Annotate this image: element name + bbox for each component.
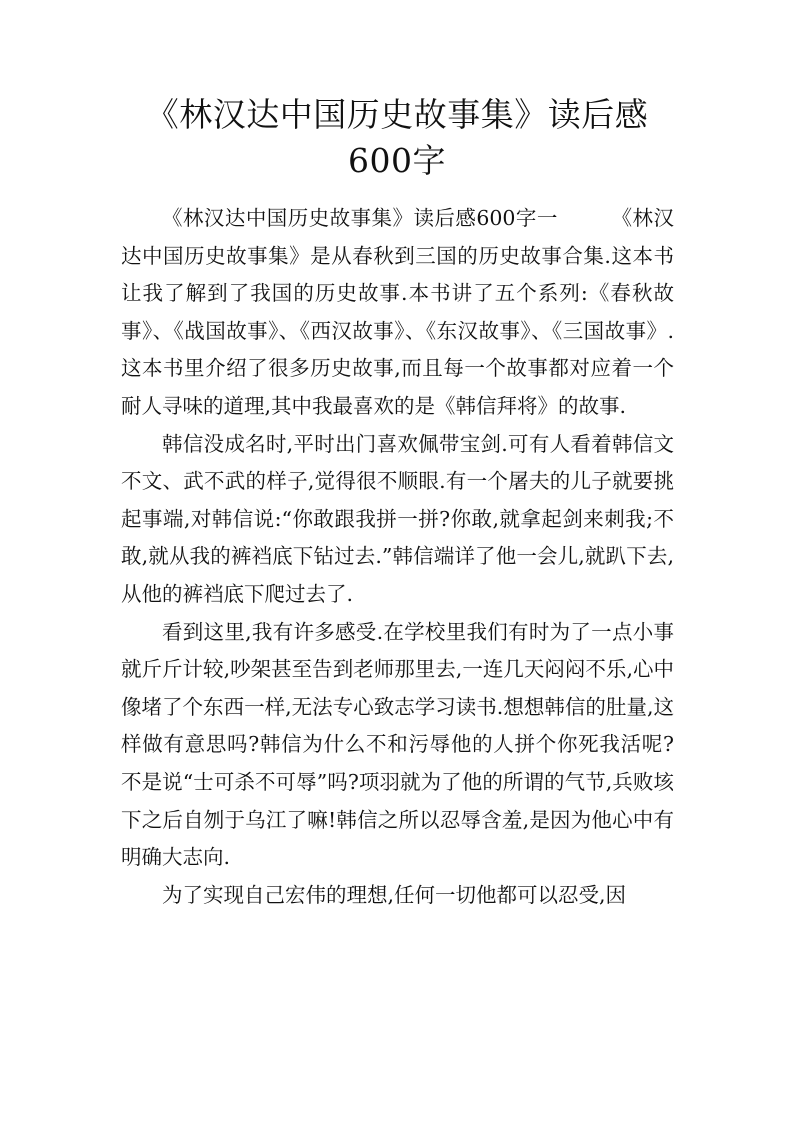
document-title: 《林汉达中国历史故事集》读后感600字 (145, 95, 649, 180)
paragraph-1-text: 《林汉达中国历史故事集》是从春秋到三国的历史故事合集.这本书让我了解到了我国的历史故事.本书讲了五个系列:《春秋故事》、《战国故事》、《西汉故事》、《东汉故事》、《三国故事》.这本书里介绍了很多历史故事,而且每一个故事都对应着一个耐人寻味的道理,其中我最喜欢的是《韩信拜将》的故事. (121, 206, 674, 418)
paragraph-3: 看到这里,我有许多感受.在学校里我们有时为了一点小事就斤斤计较,吵架甚至告到老师那里去,一连几天闷闷不乐,心中像堵了个东西一样,无法专心致志学习读书.想想韩信的肚量,这样做有意思吗?韩信为什么不和污辱他的人拼个你死我活呢?不是说“士可杀不可辱”吗?项羽就为了他的所谓的气节,兵败垓下之后自刎于乌江了嘛!韩信之所以忍辱含羞,是因为他心中有明确大志向. (121, 619, 674, 870)
paragraph-2: 韩信没成名时,平时出门喜欢佩带宝剑.可有人看着韩信文不文、武不武的样子,觉得很不顺眼.有一个屠夫的儿子就要挑起事端,对韩信说:“你敢跟我拼一拼?你敢,就拿起剑来刺我;不敢,就从我的裤裆底下钻过去.”韩信端详了他一会儿,就趴下去,从他的裤裆底下爬过去了. (121, 431, 674, 606)
document-body (121, 200, 674, 914)
paragraph-1 (121, 200, 674, 426)
lead-heading: 《林汉达中国历史故事集》读后感600字一 (162, 206, 558, 230)
paragraph-4: 为了实现自己宏伟的理想,任何一切他都可以忍受,因 (162, 882, 627, 907)
